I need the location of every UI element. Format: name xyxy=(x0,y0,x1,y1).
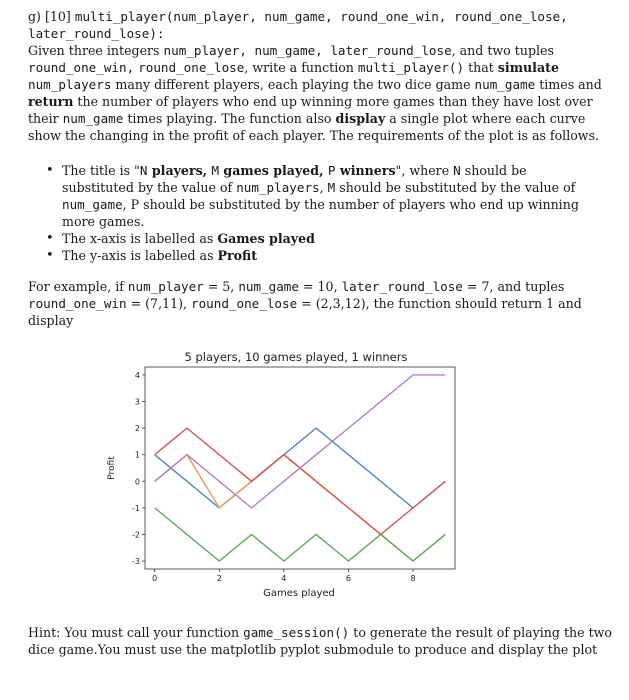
function-signature-line1: multi_player(num_player, num_game, round_one_win, round_one_lose, xyxy=(74,9,568,24)
task-description: Given three integers num_player, num_game, later_round_lose, and two tuples round_one_win, round_one_lose, write a function multi_player() that simulate num_players many different players, each playing the two dice game num_game times and return the number of players who end up winning more games than they have lost over their num_game times playing. The function also display a single plot where each curve show the changing in the profit of each player. The requirements of the plot is as follows. xyxy=(28,43,602,143)
x-tick-label: 0 xyxy=(152,574,158,583)
requirement-title: • The title is "N players, M games played, P winners", where N should be substituted by the value of num_players, M should be substituted by the value of num_game, P should be substituted by the number of players who end up winning more games. xyxy=(46,162,586,230)
y-tick-label: -3 xyxy=(132,557,140,567)
y-tick-label: 1 xyxy=(134,450,140,460)
x-tick-label: 6 xyxy=(345,574,351,583)
x-axis-label: Games played xyxy=(263,588,335,599)
y-axis-label: Profit xyxy=(107,456,117,480)
y-tick-label: 3 xyxy=(134,397,140,407)
x-tick-label: 4 xyxy=(281,574,287,583)
y-tick-label: -1 xyxy=(132,503,140,513)
requirement-xaxis: • The x-axis is labelled as Games played xyxy=(46,230,586,247)
y-tick-label: -2 xyxy=(132,530,140,540)
y-tick-label: 4 xyxy=(134,370,140,380)
series-line-4 xyxy=(155,428,446,534)
x-tick-label: 8 xyxy=(410,574,416,583)
function-signature-line2: later_round_lose): xyxy=(28,26,165,41)
series-line-2 xyxy=(155,455,446,561)
hint-paragraph: Hint: You must call your function game_session() to generate the result of playing the two dice game.You must use the matplotlib pyplot submodule to produce and display the plot xyxy=(28,625,613,657)
y-tick-label: 2 xyxy=(134,424,140,434)
example-paragraph: For example, if num_player = 5, num_game = 10, later_round_lose = 7, and tuples round_one_win = (7,11), round_one_lose = (2,3,12), the function should return 1 and display xyxy=(28,279,582,328)
y-tick-label: 0 xyxy=(134,477,140,487)
question-number: g) [10] xyxy=(28,9,71,24)
x-tick-label: 2 xyxy=(216,574,222,583)
requirement-yaxis: • The y-axis is labelled as Profit xyxy=(46,247,586,264)
series-line-3 xyxy=(155,508,446,561)
chart-title: 5 players, 10 games played, 1 winners xyxy=(184,350,408,364)
